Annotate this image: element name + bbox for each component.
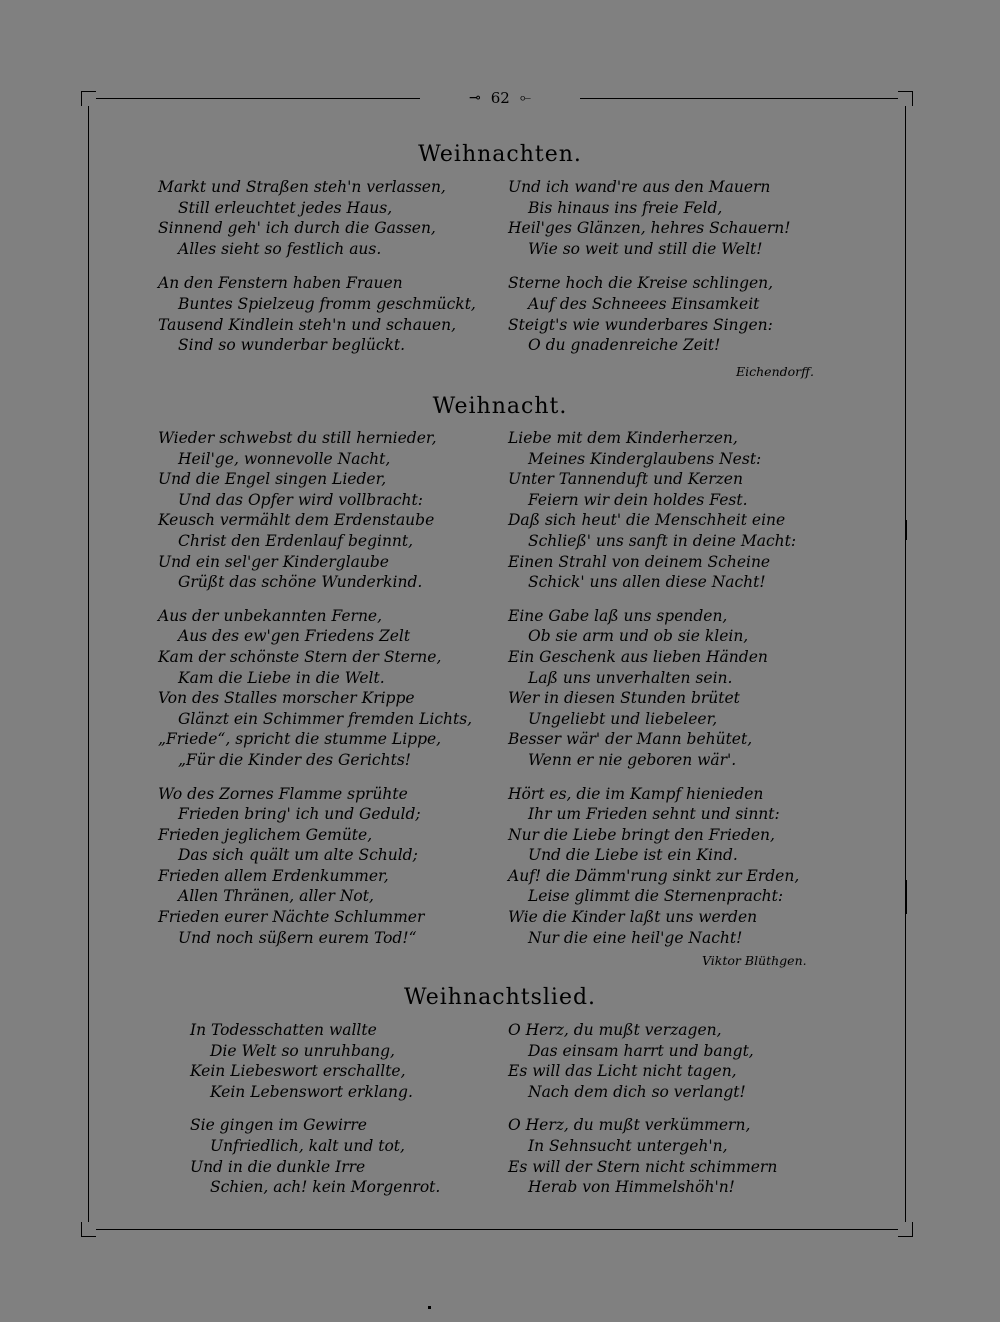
scan-mark (905, 880, 907, 914)
verse-line: Das einsam harrt und bangt, (528, 1041, 754, 1060)
verse-line: Und das Opfer wird vollbracht: (178, 490, 423, 509)
verse-line: Bis hinaus ins freie Feld, (528, 198, 723, 217)
verse-line: Aus der unbekannten Ferne, (158, 606, 383, 625)
verse-line: O du gnadenreiche Zeit! (528, 336, 721, 355)
verse-line: Schien, ach! kein Morgenrot. (210, 1178, 441, 1197)
verse-line: Frieden bring' ich und Geduld; (178, 805, 421, 824)
verse-line: Allen Thränen, aller Not, (178, 887, 374, 906)
poem-title: Weihnachtslied. (403, 985, 597, 1010)
verse-line: Und ein sel'ger Kinderglaube (158, 552, 389, 571)
verse-line: Es will der Stern nicht schimmern (508, 1157, 778, 1176)
verse-line: Und in die dunkle Irre (190, 1157, 366, 1176)
verse-line: Kam der schönste Stern der Sterne, (158, 647, 442, 666)
verse-line: Kein Lebenswort erklang. (210, 1082, 413, 1101)
verse-line: Das sich quält um alte Schuld; (178, 846, 418, 865)
verse-line: Und ich wand're aus den Mauern (508, 178, 771, 196)
verse-line: O Herz, du mußt verzagen, (508, 1021, 722, 1039)
poem-right-column (508, 428, 799, 948)
verse-line: Heil'ges Glänzen, hehres Schauern! (508, 219, 791, 238)
verse-line: Wo des Zornes Flamme sprühte (158, 784, 408, 803)
verse-line: Auf des Schneees Einsamkeit (528, 294, 760, 313)
verse-line: O Herz, du mußt verkümmern, (508, 1116, 751, 1135)
verse-line: Sind so wunderbar beglückt. (178, 336, 406, 355)
page-header (420, 86, 580, 110)
scan-mark (428, 1306, 431, 1309)
verse-line: Frieden allem Erdenkummer, (158, 866, 389, 885)
poem-title: Weihnacht. (432, 394, 568, 419)
verse-line: Aus des ew'gen Friedens Zelt (178, 627, 411, 646)
verse-line: Und noch süßern eurem Tod!“ (178, 928, 417, 947)
verse-line: Herab von Himmelshöh'n! (528, 1178, 735, 1197)
verse-line: Schließ' uns sanft in deine Macht: (528, 531, 797, 550)
verse-line: Sinnend geh' ich durch die Gassen, (158, 219, 436, 238)
verse-line: Wer in diesen Stunden brütet (508, 689, 740, 708)
verse-line: Eine Gabe laß uns spenden, (508, 606, 728, 625)
verse-line: Wieder schwebst du still hernieder, (158, 429, 437, 447)
verse-line: Besser wär' der Mann behütet, (508, 730, 753, 749)
verse-line: Tausend Kindlein steh'n und schauen, (158, 315, 457, 334)
verse-line: Still erleuchtet jedes Haus, (178, 198, 393, 217)
verse-line: Nur die eine heil'ge Nacht! (528, 928, 743, 947)
verse-line: „Friede“, spricht die stumme Lippe, (158, 730, 442, 749)
verse-line: Grüßt das schöne Wunderkind. (178, 573, 423, 592)
verse-line: Auf! die Dämm'rung sinkt zur Erden, (508, 866, 800, 885)
verse-line: Sterne hoch die Kreise schlingen, (508, 274, 774, 293)
poem-author: Eichendorff. (736, 364, 814, 379)
verse-line: Frieden jeglichem Gemüte, (158, 825, 373, 844)
verse-line: Daß sich heut' die Menschheit eine (508, 511, 786, 530)
verse-line: Und die Engel singen Lieder, (158, 470, 387, 489)
verse-line: Wenn er nie geboren wär'. (528, 750, 737, 769)
poem-title: Weihnachten. (418, 142, 582, 167)
border-corner-ornament (898, 91, 913, 106)
verse-line: Buntes Spielzeug fromm geschmückt, (178, 294, 476, 313)
border-corner-ornament (898, 1222, 913, 1237)
verse-line: Kein Liebeswort erschallte, (190, 1062, 406, 1081)
verse-line: Schick' uns allen diese Nacht! (528, 573, 766, 592)
verse-line: Laß uns unverhalten sein. (528, 668, 733, 687)
verse-line: Wie die Kinder laßt uns werden (508, 908, 758, 927)
verse-line: Nach dem dich so verlangt! (528, 1082, 746, 1101)
poem-left-column (190, 1020, 440, 1198)
verse-line: Steigt's wie wunderbares Singen: (508, 315, 773, 334)
verse-line: Ihr um Frieden sehnt und sinnt: (528, 805, 780, 824)
verse-line: Feiern wir dein holdes Fest. (528, 490, 748, 509)
verse-line: Von des Stalles morscher Krippe (158, 689, 415, 708)
verse-line: Die Welt so unruhbang, (210, 1041, 395, 1060)
verse-line: Ungeliebt und liebeleer, (528, 709, 718, 728)
poem-left-column (158, 428, 472, 948)
verse-line: Unfriedlich, kalt und tot, (210, 1136, 405, 1155)
border-corner-ornament (81, 1222, 96, 1237)
verse-line: Sie gingen im Gewirre (190, 1116, 367, 1135)
verse-line: Und die Liebe ist ein Kind. (528, 846, 738, 865)
verse-line: Meines Kinderglaubens Nest: (528, 449, 762, 468)
verse-line: Keusch vermählt dem Erdenstaube (158, 511, 435, 530)
verse-line: Wie so weit und still die Welt! (528, 239, 763, 258)
verse-line: Es will das Licht nicht tagen, (508, 1062, 737, 1081)
verse-line: In Sehnsucht untergeh'n, (528, 1136, 728, 1155)
verse-line: Christ den Erdenlauf beginnt, (178, 531, 414, 550)
verse-line: Leise glimmt die Sternenpracht: (528, 887, 784, 906)
verse-line: Unter Tannenduft und Kerzen (508, 470, 743, 489)
verse-line: „Für die Kinder des Gerichts! (178, 750, 412, 769)
poem-author: Viktor Blüthgen. (702, 953, 807, 968)
poem-right-column (508, 1020, 777, 1198)
verse-line: Ein Geschenk aus lieben Händen (508, 647, 768, 666)
ornament-right-icon: ⟜ (519, 90, 532, 106)
verse-line: Liebe mit dem Kinderherzen, (508, 429, 738, 447)
verse-line: Ob sie arm und ob sie klein, (528, 627, 749, 646)
border-corner-ornament (81, 91, 96, 106)
verse-line: In Todesschatten wallte (190, 1021, 377, 1039)
page-number: 62 (490, 89, 510, 107)
verse-line: Glänzt ein Schimmer fremden Lichts, (178, 709, 473, 728)
verse-line: Markt und Straßen steh'n verlassen, (158, 178, 446, 196)
verse-line: Einen Strahl von deinem Scheine (508, 552, 771, 571)
scan-mark (905, 520, 907, 540)
verse-line: Heil'ge, wonnevolle Nacht, (178, 449, 391, 468)
verse-line: Kam die Liebe in die Welt. (178, 668, 385, 687)
poem-left-column (158, 177, 476, 356)
verse-line: Frieden eurer Nächte Schlummer (158, 908, 425, 927)
verse-line: An den Fenstern haben Frauen (158, 274, 403, 293)
verse-line: Hört es, die im Kampf hienieden (508, 784, 764, 803)
verse-line: Nur die Liebe bringt den Frieden, (508, 825, 775, 844)
ornament-left-icon: ⊸ (468, 90, 481, 106)
poem-right-column (508, 177, 790, 356)
verse-line: Alles sieht so festlich aus. (178, 239, 382, 258)
